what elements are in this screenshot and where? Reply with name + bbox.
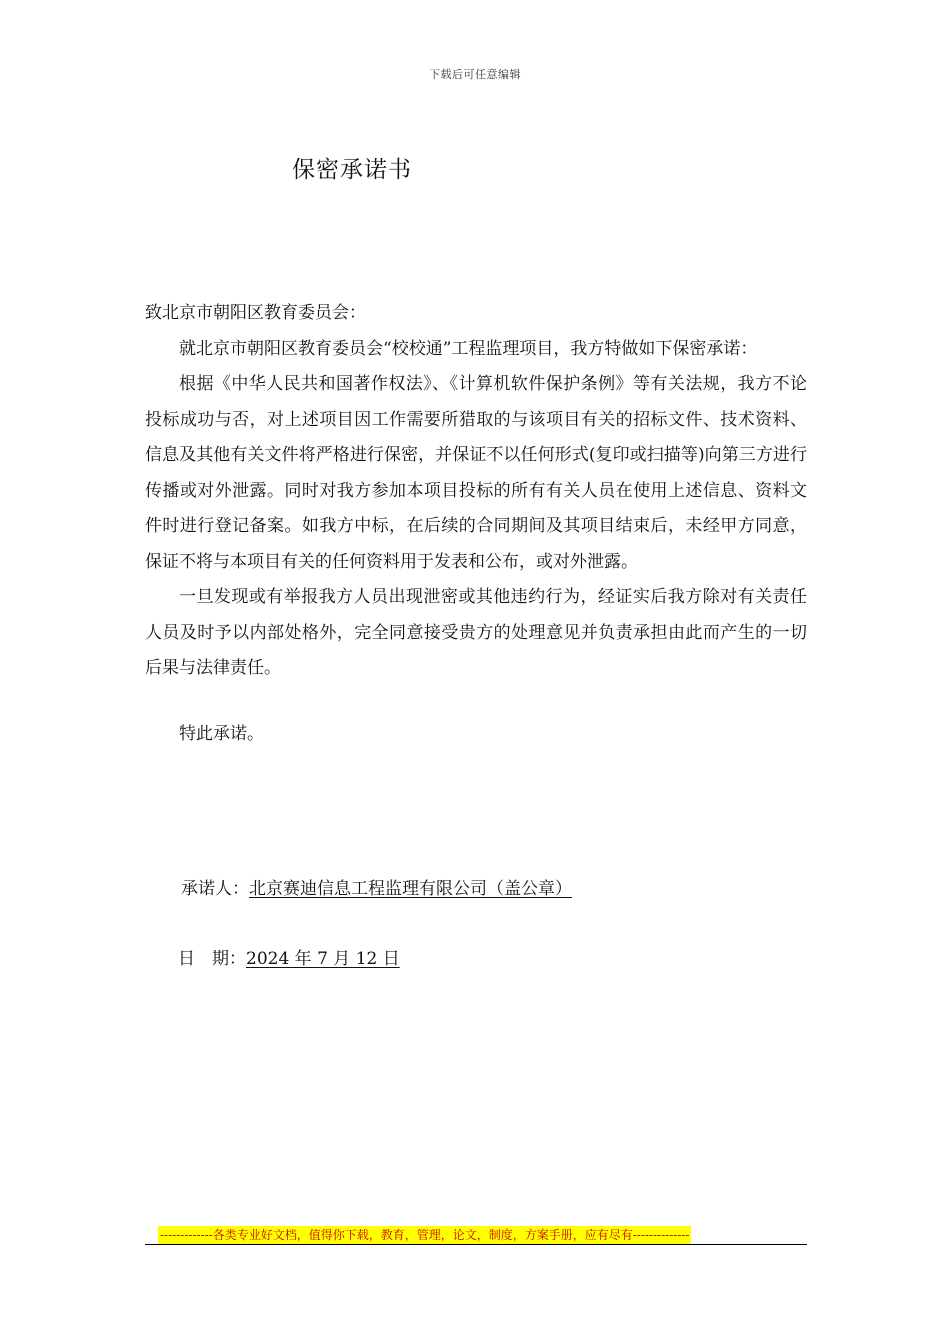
paragraph-commitment: 根据《中华人民共和国著作权法》、《计算机软件保护条例》等有关法规，我方不论投标成功与否，对上述项目因工作需要所猎取的与该项目有关的招标文件、技术资料、信息及其他有关文件将严格进行保密，并保证不以任何形式(复印或扫描等)向第三方进行传播或对外泄露。同时对我方参加本项目投标的所有有关人员在使用上述信息、资料文件时进行登记备案。如我方中标，在后续的合同期间及其项目结束后，未经甲方同意，保证不将与本项目有关的任何资料用于发表和公布，或对外泄露。 [145,374,807,572]
date-label: 日 期： [178,949,246,969]
date-value: 2024 年 7 月 12 日 [246,949,400,969]
paragraph-intro: 就北京市朝阳区教育委员会“校校通”工程监理项目，我方特做如下保密承诺： [179,338,758,359]
salutation: 致北京市朝阳区教育委员会： [145,303,366,323]
header-note: 下载后可任意编辑 [429,68,521,81]
letter-body [145,296,807,752]
document-title: 保密承诺书 [292,157,412,183]
paragraph-spacer [145,687,807,717]
signatory-line [181,874,572,899]
signatory-label: 承诺人： [181,879,249,899]
date-line [178,944,400,969]
paragraph-liability: 一旦发现或有举报我方人员出现泄密或其他违约行为，经证实后我方除对有关责任人员及时予以内部处格外，完全同意接受贵方的处理意见并负责承担由此而产生的一切后果与法律责任。 [145,587,807,678]
signatory-value: 北京赛迪信息工程监理有限公司（盖公章） [249,879,572,899]
closing-statement: 特此承诺。 [179,723,264,744]
footer-divider [145,1244,807,1245]
footer-banner: -------------各类专业好文档，值得你下载，教育，管理，论文，制度，方案手册，应有尽有-------------- [160,1228,690,1242]
